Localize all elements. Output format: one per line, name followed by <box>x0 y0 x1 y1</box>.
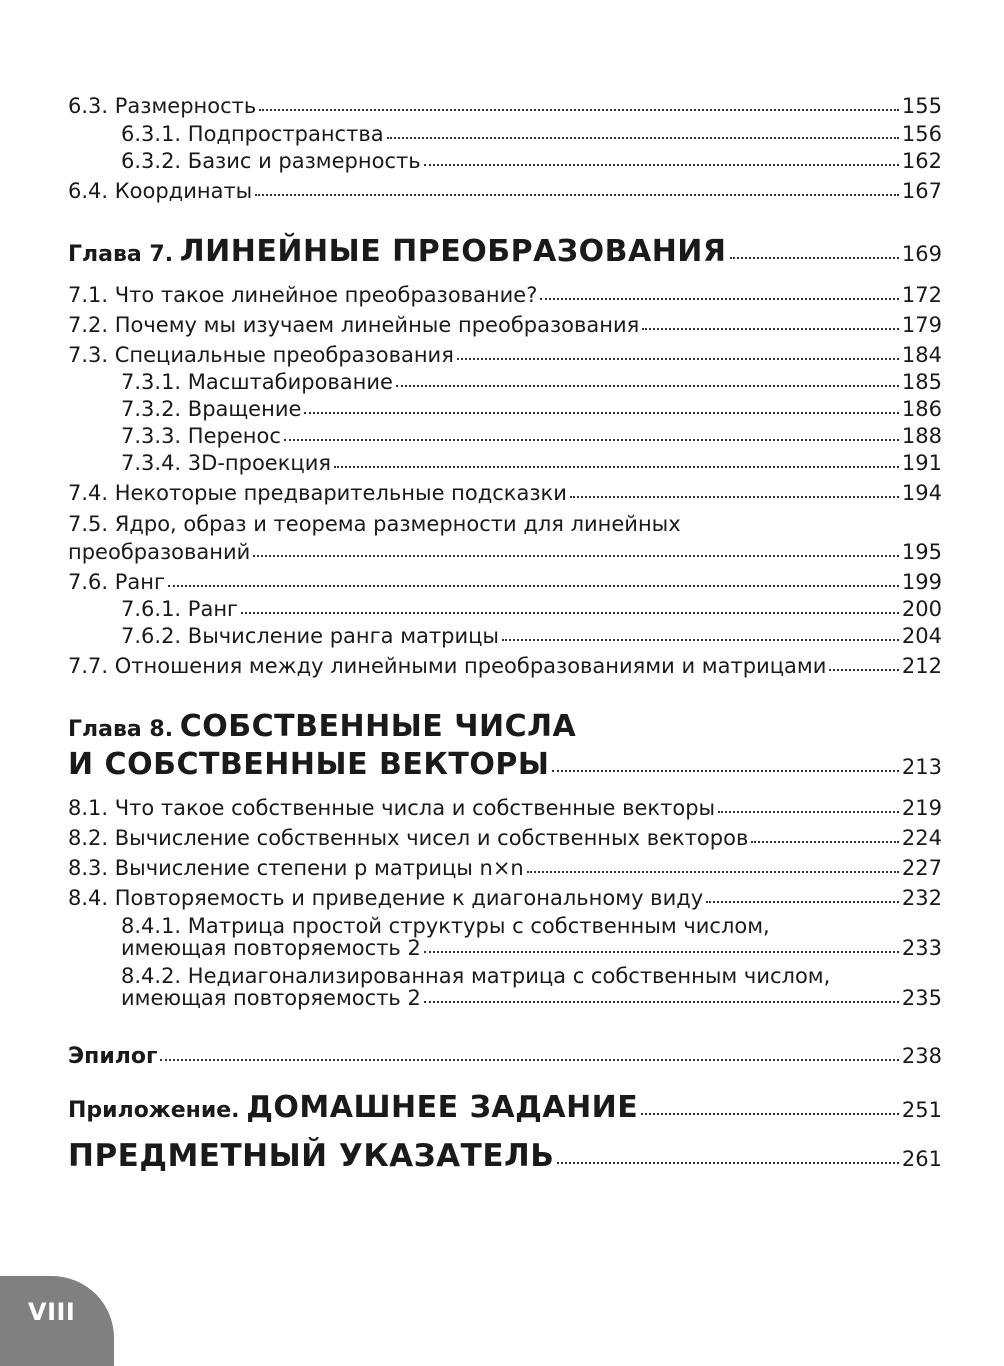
dot-leader <box>527 871 899 873</box>
toc-entry-title: 7.3. Специальные преобразования <box>68 343 454 367</box>
toc-entry-title: 8.3. Вычисление степени p матрицы n×n <box>68 856 524 880</box>
toc-entry-title: 7.1. Что такое линейное преобразование? <box>68 283 538 307</box>
toc-entry-7-3-3 <box>121 426 942 447</box>
dot-leader <box>424 951 899 953</box>
toc-entry-7-6-2 <box>121 626 942 647</box>
toc-entry-title: 7.7. Отношения между линейными преобразованиями и матрицами <box>68 654 827 678</box>
toc-entry-page: 186 <box>901 397 942 421</box>
dot-leader <box>557 1162 899 1164</box>
toc-entry-page: 251 <box>901 1098 942 1122</box>
toc-entry-7-3 <box>68 345 942 366</box>
page-number: VIII <box>28 1298 76 1326</box>
toc-entry-title: 8.2. Вычисление собственных чисел и собственных векторов <box>68 826 749 850</box>
toc-entry-6-4 <box>68 181 942 202</box>
toc-entry-page: 191 <box>901 451 942 475</box>
toc-chapter-8-line1 <box>68 709 577 744</box>
toc-entry-page: 233 <box>901 936 942 960</box>
toc-entry-7-4 <box>68 483 942 504</box>
dot-leader <box>424 164 899 166</box>
toc-chapter-7 <box>68 234 942 269</box>
toc-entry-title: Эпилог <box>68 1044 158 1069</box>
toc-entry-title: 7.6.2. Вычисление ранга матрицы <box>121 624 499 648</box>
dot-leader <box>540 298 899 300</box>
dot-leader <box>255 194 899 196</box>
toc-entry-page: 224 <box>901 826 942 850</box>
chapter-number: Глава 7. <box>68 242 174 267</box>
dot-leader <box>457 358 899 360</box>
toc-entry-7-2 <box>68 315 942 336</box>
toc-index <box>68 1138 942 1174</box>
dot-leader <box>284 439 899 441</box>
toc-entry-6-3 <box>68 96 942 117</box>
toc-entry-page: 195 <box>901 540 942 564</box>
toc-entry-page: 200 <box>901 597 942 621</box>
toc-entry-title: имеющая повторяемость 2 <box>121 936 421 960</box>
toc-entry-8-4 <box>68 888 942 909</box>
chapter-title-line1: СОБСТВЕННЫЕ ЧИСЛА <box>179 709 577 744</box>
toc-entry-page: 185 <box>901 370 942 394</box>
toc-epilogue <box>68 1046 942 1068</box>
toc-chapter-8 <box>68 747 942 782</box>
dot-leader <box>552 770 898 772</box>
toc-entry-page: 235 <box>901 986 942 1010</box>
appendix-title: ДОМАШНЕЕ ЗАДАНИЕ <box>246 1090 639 1125</box>
toc-entry-title: имеющая повторяемость 2 <box>121 986 421 1010</box>
toc-appendix <box>68 1090 942 1125</box>
dot-leader <box>718 811 899 813</box>
dot-leader <box>706 901 899 903</box>
toc-entry-title: 7.6.1. Ранг <box>121 597 239 621</box>
toc-entry-title: 6.3. Размерность <box>68 94 257 118</box>
dot-leader <box>396 385 899 387</box>
toc-entry-page: 204 <box>901 624 942 648</box>
dot-leader <box>304 412 899 414</box>
dot-leader <box>387 137 899 139</box>
toc-entry-page: 194 <box>901 481 942 505</box>
toc-entry-title: 6.4. Координаты <box>68 179 253 203</box>
toc-entry-page: 261 <box>901 1147 942 1171</box>
dot-leader <box>168 585 899 587</box>
dot-leader <box>641 1113 899 1115</box>
dot-leader <box>424 1001 899 1003</box>
toc-entry-title: 8.1. Что такое собственные числа и собственные векторы <box>68 796 716 820</box>
toc-entry-8-4-2 <box>121 988 942 1009</box>
toc-entry-page: 156 <box>901 122 942 146</box>
toc-entry-7-3-1 <box>121 372 942 393</box>
toc-entry-page: 155 <box>901 94 942 118</box>
toc-entry-8-4-1 <box>121 938 942 959</box>
dot-leader <box>241 612 899 614</box>
toc-entry-page: 179 <box>901 313 942 337</box>
dot-leader <box>253 555 899 557</box>
toc-entry-7-6-1 <box>121 599 942 620</box>
toc-entry-title-line1: 8.4.1. Матрица простой структуры с собственным числом, <box>121 914 770 938</box>
toc-entry-title: 7.3.2. Вращение <box>121 397 302 421</box>
dot-leader <box>751 841 899 843</box>
toc-entry-6-3-2 <box>121 151 942 172</box>
toc-entry-title: 7.6. Ранг <box>68 570 166 594</box>
toc-entry-page: 212 <box>901 654 942 678</box>
toc-entry-page: 172 <box>901 283 942 307</box>
dot-leader <box>334 466 899 468</box>
toc-entry-title: 6.3.2. Базис и размерность <box>121 149 421 173</box>
toc-entry-page: 184 <box>901 343 942 367</box>
toc-entry-title-line1: 8.4.2. Недиагонализированная матрица с собственным числом, <box>121 964 831 988</box>
toc-entry-6-3-1 <box>121 124 942 145</box>
toc-entry-page: 199 <box>901 570 942 594</box>
toc-entry-8-3 <box>68 858 942 879</box>
dot-leader <box>730 257 899 259</box>
toc-entry-7-3-4 <box>121 453 942 474</box>
dot-leader <box>642 328 899 330</box>
dot-leader <box>160 1059 898 1061</box>
toc-entry-page: 232 <box>901 886 942 910</box>
dot-leader <box>502 639 899 641</box>
toc-entry-7-7 <box>68 656 942 677</box>
toc-entry-7-6 <box>68 572 942 593</box>
toc-entry-title-line1: 7.5. Ядро, образ и теорема размерности для линейных <box>68 512 681 536</box>
toc-entry-page: 169 <box>901 242 942 266</box>
dot-leader <box>570 496 899 498</box>
toc-entry-page: 219 <box>901 796 942 820</box>
toc-entry-7-3-2 <box>121 399 942 420</box>
toc-entry-page: 227 <box>901 856 942 880</box>
toc-entry-page: 238 <box>901 1044 942 1068</box>
toc-entry-title: 6.3.1. Подпространства <box>121 122 384 146</box>
toc-entry-8-2 <box>68 828 942 849</box>
chapter-number: Глава 8. <box>68 717 174 742</box>
toc-entry-title: 7.3.1. Масштабирование <box>121 370 393 394</box>
toc-entry-title: 7.2. Почему мы изучаем линейные преобразования <box>68 313 640 337</box>
toc-entry-page: 213 <box>901 755 942 779</box>
toc-entry-page: 188 <box>901 424 942 448</box>
toc-entry-title: преобразований <box>68 540 251 564</box>
toc-entry-title: 7.3.4. 3D-проекция <box>121 451 331 475</box>
toc-entry-title: ПРЕДМЕТНЫЙ УКАЗАТЕЛЬ <box>68 1138 555 1174</box>
toc-entry-title: 8.4. Повторяемость и приведение к диагональному виду <box>68 886 704 910</box>
dot-leader <box>259 109 899 111</box>
toc-entry-7-5 <box>68 542 942 563</box>
chapter-title: ЛИНЕЙНЫЕ ПРЕОБРАЗОВАНИЯ <box>179 234 727 269</box>
toc-entry-page: 162 <box>901 149 942 173</box>
appendix-label: Приложение. <box>68 1098 240 1123</box>
toc-entry-8-1 <box>68 798 942 819</box>
chapter-title: И СОБСТВЕННЫЕ ВЕКТОРЫ <box>68 747 550 782</box>
toc-entry-7-1 <box>68 285 942 306</box>
dot-leader <box>829 669 899 671</box>
toc-entry-title: 7.3.3. Перенос <box>121 424 281 448</box>
toc-entry-title: 7.4. Некоторые предварительные подсказки <box>68 481 567 505</box>
toc-entry-page: 167 <box>901 179 942 203</box>
